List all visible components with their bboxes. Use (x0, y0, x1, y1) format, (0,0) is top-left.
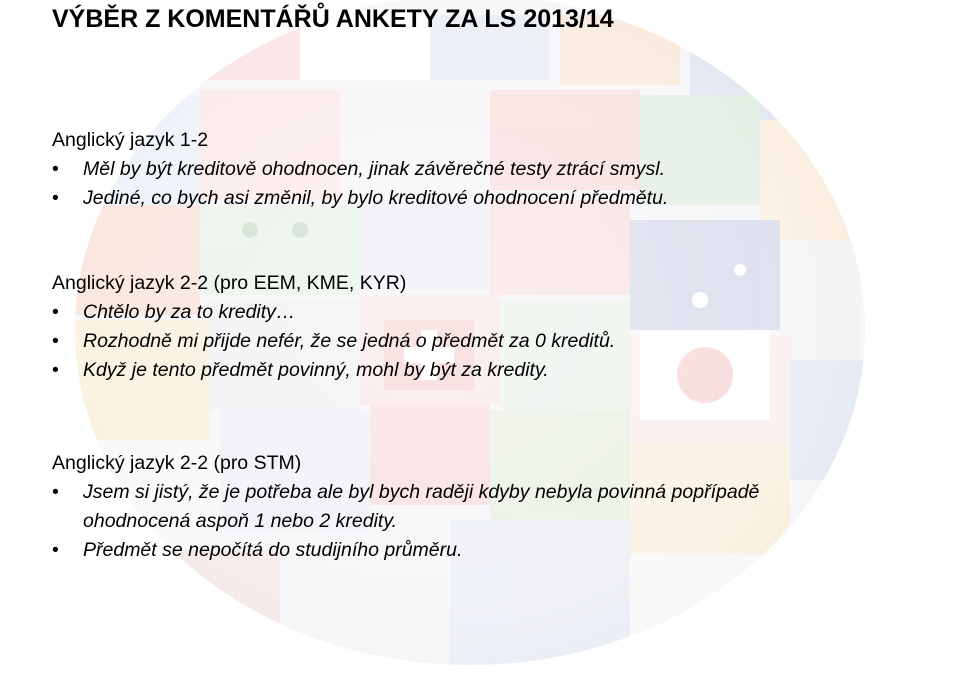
section-heading: Anglický jazyk 2-2 (pro STM) (52, 452, 302, 474)
comment-text: Měl by být kreditově ohodnocen, jinak závěrečné testy ztrácí smysl. (83, 158, 666, 180)
list-item (52, 478, 783, 536)
bullet-icon: • (52, 481, 59, 503)
list-item (52, 298, 932, 327)
list-item (52, 155, 932, 184)
comment-list (52, 298, 932, 385)
list-item (52, 184, 932, 213)
list-item (52, 356, 932, 385)
list-item (52, 327, 932, 356)
section-heading: Anglický jazyk 2-2 (pro EEM, KME, KYR) (52, 272, 407, 294)
comment-text: Jediné, co bych asi změnil, by bylo kreditové ohodnocení předmětu. (83, 187, 669, 209)
comment-text: Rozhodně mi přijde nefér, že se jedná o předmět za 0 kreditů. (83, 330, 616, 352)
bullet-icon: • (52, 330, 59, 352)
bullet-icon: • (52, 301, 59, 323)
comment-text: Jsem si jistý, že je potřeba ale byl bych raději kdyby nebyla povinná popřípadě ohodnocená aspoň 1 nebo 2 kredity. (83, 481, 760, 532)
section-english-2-2-eem-kme-kyr (52, 269, 932, 385)
comment-text: Předmět se nepočítá do studijního průměru. (83, 539, 463, 561)
list-item (52, 536, 932, 565)
comment-text: Chtělo by za to kredity… (83, 301, 296, 323)
bullet-icon: • (52, 359, 59, 381)
comment-list (52, 478, 932, 565)
bullet-icon: • (52, 158, 59, 180)
section-english-1-2 (52, 126, 932, 213)
bullet-icon: • (52, 187, 59, 209)
section-english-2-2-stm (52, 449, 932, 565)
section-heading: Anglický jazyk 1-2 (52, 129, 209, 151)
comment-text: Když je tento předmět povinný, mohl by být za kredity. (83, 359, 549, 381)
slide-title: VÝBĚR Z KOMENTÁŘŮ ANKETY ZA LS 2013/14 (52, 5, 614, 33)
bullet-icon: • (52, 539, 59, 561)
comment-list (52, 155, 932, 213)
